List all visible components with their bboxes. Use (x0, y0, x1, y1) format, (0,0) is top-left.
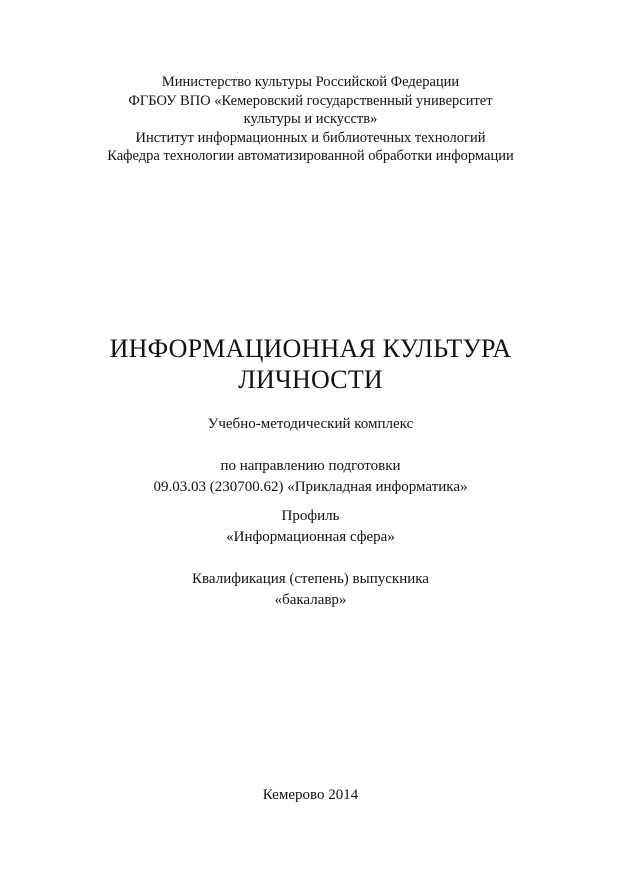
qualification-label: Квалификация (степень) выпускника (192, 571, 429, 587)
university-line-cont: культуры и искусств» (243, 111, 378, 127)
department-line: Кафедра технологии автоматизированной обработки информации (107, 148, 514, 164)
title-line-1: ИНФОРМАЦИОННАЯ КУЛЬТУРА (109, 334, 512, 363)
direction-code: 09.03.03 (230700.62) «Прикладная информатика» (153, 479, 468, 495)
profile-label: Профиль (281, 508, 340, 524)
title-line-2: ЛИЧНОСТИ (238, 365, 383, 394)
profile-value: «Информационная сфера» (226, 529, 395, 545)
document-subtitle: Учебно-методический комплекс (207, 416, 414, 432)
institute-line: Институт информационных и библиотечных технологий (135, 130, 486, 146)
city-year: Кемерово 2014 (262, 787, 359, 803)
qualification-value: «бакалавр» (274, 592, 347, 608)
ministry-line: Министерство культуры Российской Федерации (161, 74, 460, 90)
university-line: ФГБОУ ВПО «Кемеровский государственный университет (128, 93, 493, 109)
direction-label: по направлению подготовки (220, 458, 401, 474)
